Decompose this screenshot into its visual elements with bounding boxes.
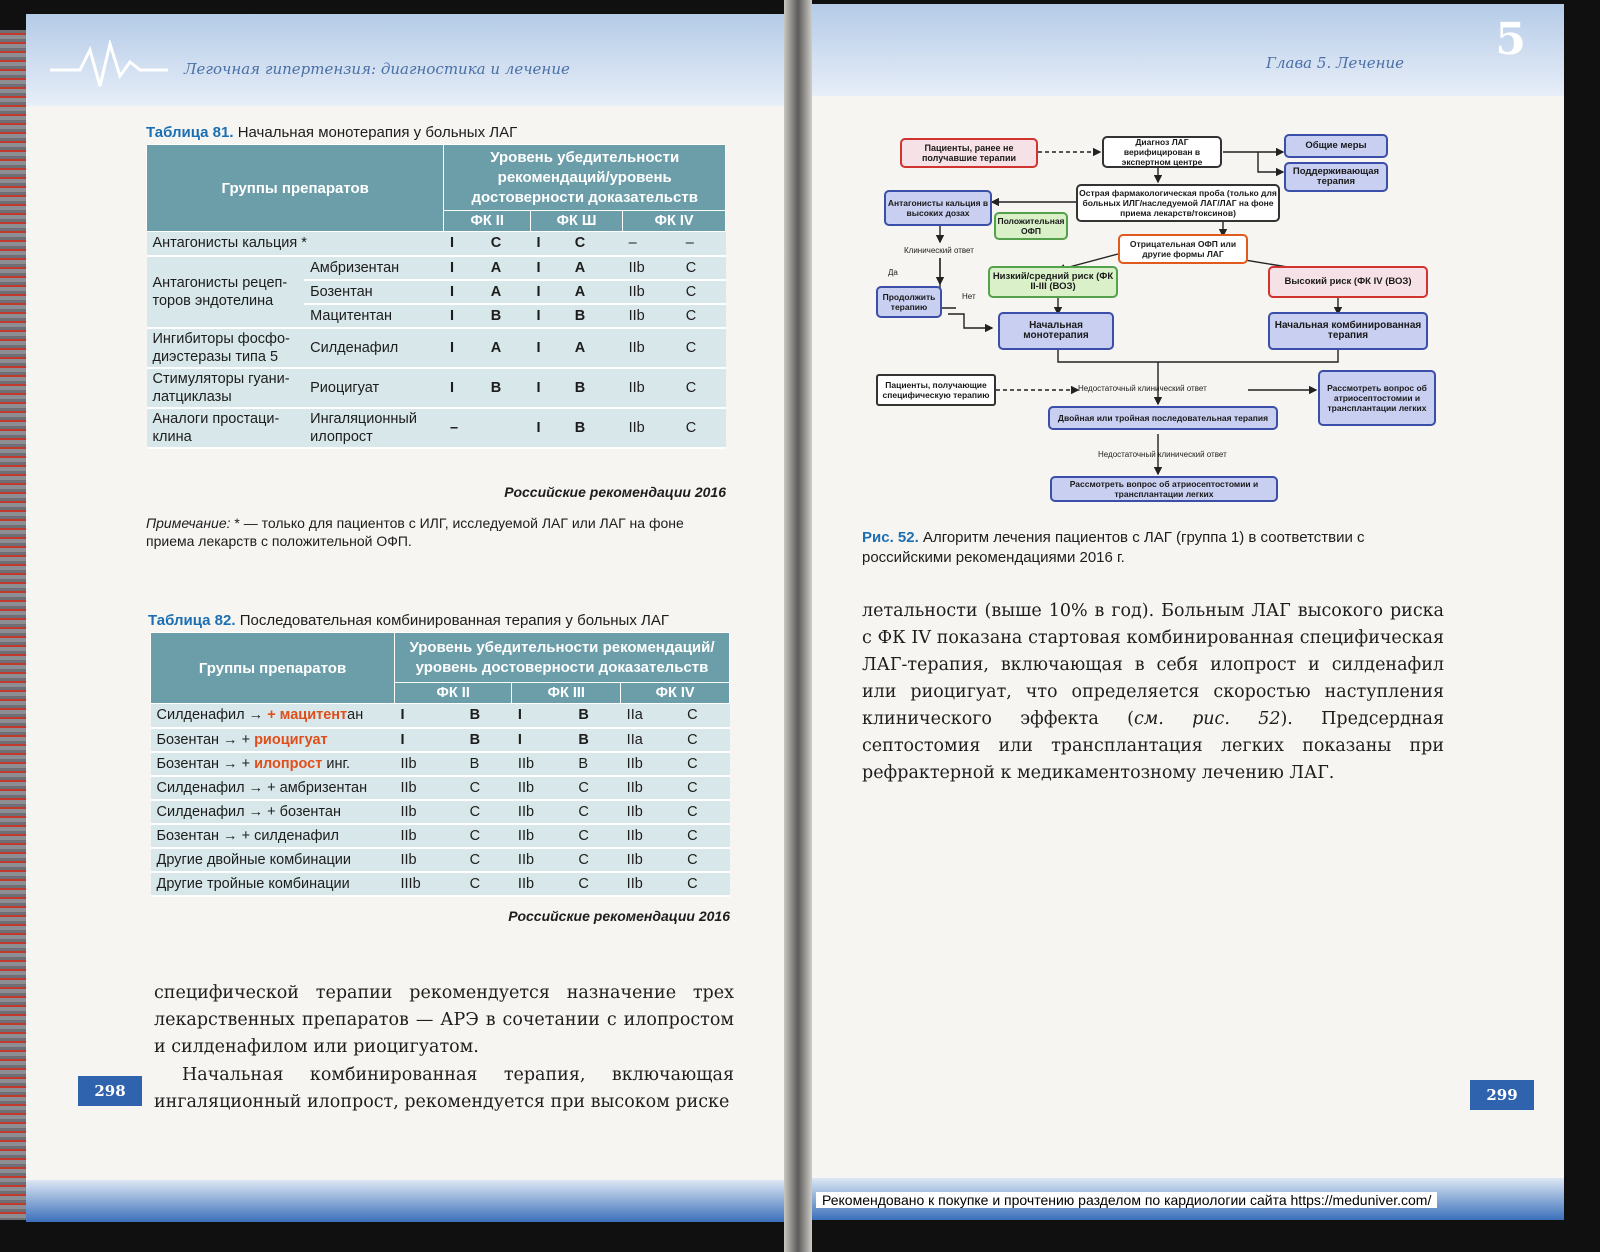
evidence-cell: IIb [621,824,681,848]
evidence-cell: IIb [623,368,680,408]
combination: Другие тройные комбинации [151,872,395,896]
col-header-level: Уровень убедительности рекомендаций/уровень достоверности доказательств [444,145,726,211]
page-number: 298 [78,1076,142,1106]
label-yes: Да [888,268,898,277]
evidence-cell: C [572,800,620,824]
drug-group: Антагонисты кальция * [147,232,444,256]
evidence-cell: C [569,232,623,256]
box-supportive-therapy: Поддерживающая терапия [1284,162,1388,192]
evidence-cell: A [569,328,623,368]
evidence-cell: A [485,280,531,304]
evidence-cell: C [680,256,726,280]
evidence-cell: B [464,728,512,752]
box-acute-vasoreactivity-test: Острая фармакологическая проба (только для больных ИЛГ/наследуемой ЛАГ/ЛАГ на фоне приема лекарств/токсинов) [1076,184,1280,222]
table-row [151,728,730,752]
box-dual-triple-therapy: Двойная или тройная последовательная терапия [1048,406,1278,430]
evidence-cell: C [464,776,512,800]
evidence-cell: IIb [512,752,572,776]
evidence-cell: IIb [621,776,681,800]
book-spine [784,0,812,1252]
box-diagnosis-verified: Диагноз ЛАГ верифицирован в экспертном центре [1102,136,1222,168]
combination: Силденафил → + бозентан [151,800,395,824]
page-edges [0,30,26,1220]
table-row [151,872,730,896]
table-row [151,776,730,800]
evidence-cell: A [569,280,623,304]
evidence-cell: A [485,328,531,368]
evidence-cell: C [464,800,512,824]
col-fc4: ФК IV [623,211,726,232]
evidence-cell: IIb [621,872,681,896]
evidence-cell: B [569,304,623,328]
box-untreated-patients: Пациенты, ранее не получавшие терапии [900,138,1038,168]
evidence-cell: I [530,368,568,408]
combination: Другие двойные комбинации [151,848,395,872]
evidence-cell: I [444,232,485,256]
evidence-cell: B [569,408,623,448]
watermark-text: Рекомендовано к покупке и прочтению разделом по кардиологии сайта https://meduniver.com/ [816,1192,1437,1208]
col-header-level: Уровень убедительности рекомендаций/уровень достоверности доказательств [395,633,730,683]
chapter-number: 5 [1495,14,1526,65]
evidence-cell: – [623,232,680,256]
evidence-cell: C [681,824,729,848]
evidence-cell: I [444,304,485,328]
page-number: 299 [1470,1080,1534,1110]
evidence-cell: A [485,256,531,280]
evidence-cell: – [444,408,485,448]
evidence-cell: C [681,704,729,728]
evidence-cell: IIa [621,728,681,752]
table-row [151,704,730,728]
combination: Бозентан → + силденафил [151,824,395,848]
evidence-cell: I [395,704,464,728]
evidence-cell: IIb [395,848,464,872]
box-general-measures: Общие меры [1284,134,1388,158]
evidence-cell: I [395,728,464,752]
evidence-cell: I [530,328,568,368]
evidence-cell: C [572,824,620,848]
evidence-cell: C [680,328,726,368]
box-positive-test: Положительная ОФП [994,212,1068,240]
flowchart [868,132,1448,514]
drug-group: Ингибиторы фосфо-диэстеразы типа 5 [147,328,305,368]
box-negative-test: Отрицательная ОФП или другие формы ЛАГ [1118,234,1248,264]
col-header-groups: Группы препаратов [151,633,395,704]
evidence-cell: B [572,704,620,728]
evidence-cell: I [530,280,568,304]
evidence-cell: C [464,872,512,896]
evidence-cell: – [680,232,726,256]
evidence-cell: C [681,752,729,776]
box-low-risk: Низкий/средний риск (ФК II-III (ВОЗ) [988,266,1118,298]
table-row [147,408,726,448]
evidence-cell: IIa [621,704,681,728]
box-initial-monotherapy: Начальная монотерапия [998,312,1114,350]
evidence-cell: IIb [512,824,572,848]
evidence-cell: B [464,704,512,728]
evidence-cell: B [464,752,512,776]
evidence-cell: C [681,776,729,800]
table82-caption: Таблица 82. Последовательная комбинированная терапия у больных ЛАГ [148,612,669,629]
evidence-cell [485,408,531,448]
evidence-cell: C [681,728,729,752]
box-high-risk: Высокий риск (ФК IV (ВОЗ) [1268,266,1428,298]
evidence-cell: IIb [623,328,680,368]
header-band [812,4,1564,96]
label-no: Нет [962,292,976,301]
evidence-cell: I [512,704,572,728]
col-fc4: ФК IV [621,683,730,704]
evidence-cell: IIb [395,752,464,776]
evidence-cell: IIb [623,256,680,280]
table-row [147,368,726,408]
combination: Силденафил → + мацитентан [151,704,395,728]
right-page [812,4,1564,1220]
table-row [151,752,730,776]
evidence-cell: IIb [512,848,572,872]
evidence-cell: IIb [512,872,572,896]
evidence-cell: IIb [395,800,464,824]
table-row [151,824,730,848]
evidence-cell: C [680,368,726,408]
evidence-cell: I [530,304,568,328]
evidence-cell: B [485,304,531,328]
table81-caption: Таблица 81. Начальная монотерапия у больных ЛАГ [146,124,518,141]
evidence-cell: IIb [621,800,681,824]
combination: Бозентан → + илопрост инг. [151,752,395,776]
evidence-cell: C [680,304,726,328]
table-82 [150,632,730,897]
drug-group: Стимуляторы гуани-латциклазы [147,368,305,408]
evidence-cell: IIb [623,408,680,448]
evidence-cell: I [530,408,568,448]
left-page [26,14,784,1222]
drug-name: Ингаляционный илопрост [304,408,444,448]
table81-source: Российские рекомендации 2016 [504,484,726,500]
evidence-cell: IIb [512,800,572,824]
col-header-groups: Группы препаратов [147,145,444,232]
evidence-cell: IIb [623,280,680,304]
table-row [147,232,726,256]
evidence-cell: C [464,824,512,848]
evidence-cell: C [681,800,729,824]
evidence-cell: IIb [395,776,464,800]
drug-group: Аналоги простаци-клина [147,408,305,448]
evidence-cell: IIb [621,848,681,872]
col-fc2: ФК II [444,211,530,232]
evidence-cell: B [572,728,620,752]
evidence-cell: C [680,280,726,304]
col-fc3: ФК III [512,683,621,704]
evidence-cell: I [512,728,572,752]
evidence-cell: I [530,256,568,280]
col-fc2: ФК II [395,683,512,704]
evidence-cell: C [572,776,620,800]
box-consider-surgery-2: Рассмотреть вопрос об атриосептостомии и трансплантации легких [1050,476,1278,502]
body-paragraph: летальности (выше 10% в год). Больным ЛАГ высокого риска с ФК IV показана стартовая комбинированная специфическая ЛАГ-терапия, включающая в себя илопрост и силденафил или риоцигуат, что определяется скоростью наступления клинического эффекта (см. рис. 52). Предсердная септостомия или трансплантация легких показаны при рефрактерной к медикаментозному лечению ЛАГ. [862,601,1444,783]
evidence-cell: C [572,872,620,896]
body-paragraph-1: специфической терапии рекомендуется назначение трех лекарственных препаратов — АРЭ в сочетании с илопростом и силденафилом или риоцигуатом. [154,983,734,1057]
evidence-cell: B [572,752,620,776]
table82-source: Российские рекомендации 2016 [508,908,730,924]
drug-name: Бозентан [304,280,444,304]
evidence-cell: IIb [621,752,681,776]
table-row [147,256,726,280]
evidence-cell: C [572,848,620,872]
box-consider-surgery-1: Рассмотреть вопрос об атриосептостомии и трансплантации легких [1318,370,1436,426]
evidence-cell: IIb [623,304,680,328]
evidence-cell: C [464,848,512,872]
drug-name: Амбризентан [304,256,444,280]
evidence-cell: IIIb [395,872,464,896]
evidence-cell: I [444,256,485,280]
box-continue-therapy: Продолжить терапию [876,286,942,318]
evidence-cell: C [680,408,726,448]
evidence-cell: I [444,328,485,368]
evidence-cell: IIb [512,776,572,800]
table81-note: Примечание: * — только для пациентов с ИЛГ, исследуемой ЛАГ или ЛАГ на фоне приема лекарств с положительной ОФП. [146,515,684,549]
box-initial-combination: Начальная комбинированная терапия [1268,312,1428,350]
table-81 [146,144,726,449]
evidence-cell: B [485,368,531,408]
evidence-cell: I [444,368,485,408]
table-row [147,328,726,368]
combination: Бозентан → + риоцигуат [151,728,395,752]
evidence-cell: I [444,280,485,304]
table-row [151,848,730,872]
drug-name: Силденафил [304,328,444,368]
label-clinical-response: Клинический ответ [904,246,974,255]
ecg-logo-icon [50,40,170,90]
figure-caption: Рис. 52. Алгоритм лечения пациентов с ЛАГ (группа 1) в соответствии с российскими рекомендациями 2016 г. [862,529,1365,566]
evidence-cell: C [681,848,729,872]
footer-band [26,1180,784,1222]
running-head: Легочная гипертензия: диагностика и лечение [184,60,570,78]
label-insufficient-response-2: Недостаточный клинический ответ [1098,450,1227,459]
evidence-cell: I [530,232,568,256]
evidence-cell: IIb [395,824,464,848]
evidence-cell: B [569,368,623,408]
body-paragraph-2: Начальная комбинированная терапия, включающая ингаляционный илопрост, рекомендуется при высоком риске [154,1065,734,1112]
drug-name: Мацитентан [304,304,444,328]
evidence-cell: C [681,872,729,896]
col-fc3: ФК Ш [530,211,622,232]
chapter-title: Глава 5. Лечение [1266,54,1404,72]
evidence-cell: C [485,232,531,256]
table-row [151,800,730,824]
evidence-cell: A [569,256,623,280]
drug-name: Риоцигуат [304,368,444,408]
drug-group: Антагонисты рецеп-торов эндотелина [147,256,305,328]
box-treated-patients: Пациенты, получающие специфическую терапию [876,374,996,406]
box-calcium-antagonists: Антагонисты кальция в высоких дозах [884,190,992,226]
label-insufficient-response-1: Недостаточный клинический ответ [1078,384,1207,393]
combination: Силденафил → + амбризентан [151,776,395,800]
